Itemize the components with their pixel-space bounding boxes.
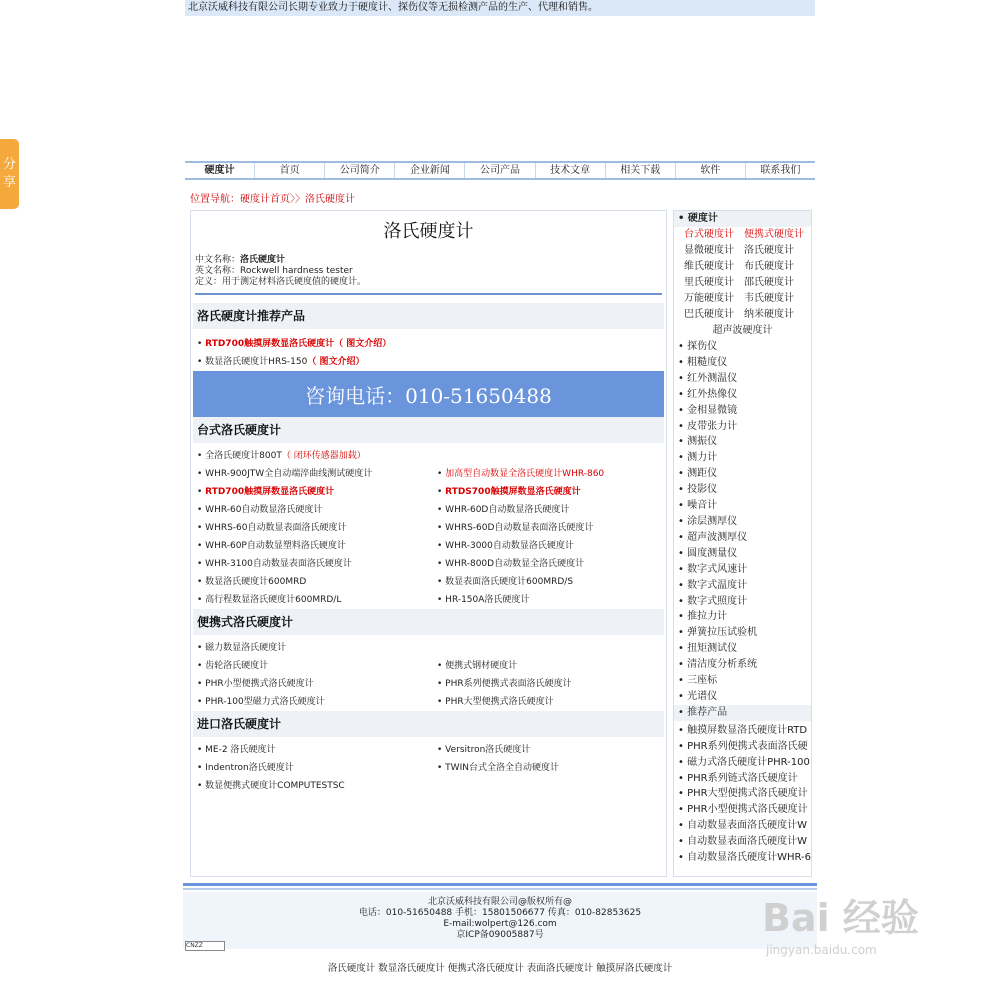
sidebar-category-item[interactable]: • 数字式风速计 — [678, 563, 748, 575]
desk-item-name[interactable]: RTDS700触摸屏数显洛氏硬度计 — [445, 487, 581, 497]
sidebar-category-item[interactable]: • 测振仪 — [678, 436, 718, 448]
sidebar-hardness-item[interactable]: 纳米硬度计 — [744, 309, 794, 320]
share-label-2: 享 — [2, 175, 16, 190]
sidebar-head-recommend: • 推荐产品 — [674, 705, 811, 721]
sidebar-recommend-item[interactable]: • 磁力式洛氏硬度计PHR-100 — [678, 756, 810, 768]
nav-item-0[interactable]: 硬度计 — [185, 163, 255, 178]
imported-cell[interactable]: • Indentron洛氏硬度计 — [197, 763, 294, 773]
sidebar-category-label[interactable]: 数字式风速计 — [687, 563, 748, 575]
sidebar-category-label[interactable]: 数字式温度计 — [687, 579, 748, 591]
desk-item-name[interactable]: WHR-3100自动数显表面洛氏硬度计 — [205, 559, 352, 569]
nav-item-3[interactable]: 企业新闻 — [395, 163, 465, 178]
sidebar-hardness-item[interactable]: 万能硬度计 — [684, 293, 734, 304]
nav-item-2[interactable]: 公司简介 — [325, 163, 395, 178]
sidebar-category-label[interactable]: 推拉力计 — [687, 611, 728, 623]
cn-name-label: 中文名称： — [195, 255, 241, 265]
sidebar-category-item[interactable]: • 测距仪 — [678, 468, 718, 480]
footer-icp[interactable]: 京ICP备09005887号 — [456, 930, 544, 940]
portable-cell[interactable]: • PHR系列便携式表面洛氏硬度计 — [437, 679, 572, 689]
page-title: 洛氏硬度计 — [383, 221, 474, 242]
en-name: 英文名称：Rockwell hardness tester — [195, 266, 353, 276]
imported-grid — [191, 741, 666, 777]
sidebar-category-item[interactable]: • 金相显微镜 — [678, 404, 738, 416]
recommend-item[interactable]: • RTD700触摸屏数显洛氏硬度计（ 图文介绍） — [197, 339, 392, 349]
sidebar-head-recommend-label: 推荐产品 — [687, 706, 728, 718]
imported-item-name[interactable]: Versitron洛氏硬度计 — [445, 745, 531, 755]
portable-item-name[interactable]: PHR-100型磁力式洛氏硬度计 — [205, 697, 325, 707]
sidebar-recommend-label[interactable]: 自动数显表面洛氏硬度计W — [687, 820, 807, 832]
recommend-item-name[interactable]: 数显洛氏硬度计HRS-150 — [205, 357, 308, 367]
footer-email[interactable]: E-mail:wolpert@126.com — [443, 919, 557, 929]
sidebar-category-label[interactable]: 皮带张力计 — [687, 420, 738, 432]
recommend-item-name[interactable]: RTD700触摸屏数显洛氏硬度计 — [205, 339, 335, 349]
desk-grid — [191, 465, 666, 609]
sidebar-recommend-label[interactable]: PHR小型便携式洛氏硬度计 — [687, 804, 808, 816]
sidebar-hardness-grid — [674, 227, 811, 323]
sidebar-head-hardness: • 硬度计 — [674, 211, 811, 227]
sidebar-recommend-item[interactable]: • 自动数显表面洛氏硬度计W — [678, 820, 807, 832]
sidebar-hardness-item[interactable]: 维氏硬度计 — [684, 261, 734, 272]
desk-cell[interactable]: • WHRS-60自动数显表面洛氏硬度计 — [197, 523, 347, 533]
baidu-watermark — [752, 869, 992, 969]
portable-item-name[interactable]: PHR小型便携式洛氏硬度计 — [205, 679, 314, 689]
sidebar-hardness-item[interactable]: 里氏硬度计 — [684, 277, 734, 288]
desk-cell[interactable]: • WHR-3100自动数显表面洛氏硬度计 — [197, 559, 352, 569]
desk-cell[interactable]: • 加高型自动数显全洛氏硬度计WHR-860 — [437, 469, 605, 479]
sidebar-category-item[interactable]: • 测力计 — [678, 452, 718, 464]
sidebar-category-label[interactable]: 金相显微镜 — [687, 404, 738, 416]
sidebar-hardness-item[interactable]: 邵氏硬度计 — [744, 277, 794, 288]
desk-item-name[interactable]: RTD700触摸屏数显洛氏硬度计 — [205, 487, 335, 497]
desk-first-name[interactable]: 全洛氏硬度计800T — [205, 451, 282, 461]
definition: 定义：用于测定材料洛氏硬度值的硬度计。 — [195, 277, 367, 287]
portable-cell[interactable]: • PHR大型便携式洛氏硬度计 — [437, 697, 554, 707]
portable-head: 便携式洛氏硬度计 — [193, 609, 664, 635]
imported-item-name[interactable]: ME-2 洛氏硬度计 — [205, 745, 276, 755]
sidebar-category-label[interactable]: 扭矩测试仪 — [687, 643, 738, 655]
desk-item-name[interactable]: WHR-900JTW全自动端淬曲线测试硬度计 — [205, 469, 373, 479]
sidebar-category-item[interactable]: • 探伤仪 — [678, 341, 718, 352]
desk-cell[interactable]: • RTD700触摸屏数显洛氏硬度计 — [197, 487, 335, 497]
sidebar-hardness-item[interactable]: 洛氏硬度计 — [744, 245, 794, 256]
sidebar-category-item[interactable]: • 弹簧拉压试验机 — [678, 627, 758, 639]
desk-first-note: （ 闭环传感器加载） — [281, 451, 366, 461]
desk-cell[interactable]: • WHRS-60D自动数显表面洛氏硬度计 — [437, 523, 594, 533]
desk-cell[interactable]: • WHR-800D自动数显全洛氏硬度计 — [437, 559, 585, 569]
main-content — [190, 210, 667, 877]
sidebar-category-item[interactable]: • 光谱仪 — [678, 690, 718, 702]
footer-copyright: 北京沃威科技有限公司@版权所有@ — [427, 897, 572, 907]
sidebar-category-item[interactable]: • 数字式照度计 — [678, 595, 748, 607]
desk-item[interactable]: • 全洛氏硬度计800T（ 闭环传感器加载） — [197, 451, 366, 461]
sidebar-recommend-item[interactable]: • 自动数显表面洛氏硬度计W — [678, 836, 807, 848]
definition-block — [191, 255, 666, 288]
desk-item-name[interactable]: WHR-3000自动数显洛氏硬度计 — [445, 541, 574, 551]
sidebar-hardness-item[interactable]: 台式硬度计 — [684, 229, 734, 240]
portable-item-name[interactable]: PHR系列便携式表面洛氏硬度计 — [445, 679, 572, 689]
sidebar-recommend-label[interactable]: 磁力式洛氏硬度计PHR-100 — [687, 756, 810, 768]
sidebar-recommend-item[interactable]: • PHR大型便携式洛氏硬度计 — [678, 788, 808, 800]
sidebar-category-label[interactable]: 红外热像仪 — [687, 388, 738, 400]
sidebar-category-label[interactable]: 圆度测量仪 — [687, 547, 738, 559]
breadcrumb[interactable]: 位置导航：硬度计首页〉〉洛氏硬度计 — [190, 194, 355, 205]
sidebar-hardness-item[interactable]: 巴氏硬度计 — [684, 309, 734, 320]
portable-item-name[interactable]: 齿轮洛氏硬度计 — [205, 661, 269, 671]
nav-item-8[interactable]: 联系我们 — [760, 165, 801, 176]
desk-item-name[interactable]: WHRS-60D自动数显表面洛氏硬度计 — [445, 523, 594, 533]
nav-item-4[interactable]: 公司产品 — [465, 163, 535, 178]
desk-cell[interactable]: • WHR-3000自动数显洛氏硬度计 — [437, 541, 574, 551]
share-tab[interactable] — [0, 139, 19, 209]
cnzz-badge[interactable]: CNZZ — [185, 941, 225, 951]
portable-cell[interactable]: • 齿轮洛氏硬度计 — [197, 661, 269, 671]
imported-cell[interactable]: • ME-2 洛氏硬度计 — [197, 745, 276, 755]
sidebar-category-item[interactable]: • 粗糙度仪 — [678, 356, 728, 368]
sidebar-hardness-item[interactable]: 便携式硬度计 — [744, 229, 804, 240]
nav-item-1[interactable]: 首页 — [255, 163, 325, 178]
sidebar-category-label[interactable]: 涂层测厚仪 — [687, 515, 738, 527]
imported-item-name[interactable]: Indentron洛氏硬度计 — [205, 763, 294, 773]
desk-cell[interactable]: • WHR-60自动数显洛氏硬度计 — [197, 505, 323, 515]
recommend-item[interactable]: • 数显洛氏硬度计HRS-150（ 图文介绍） — [197, 357, 365, 367]
main-nav — [185, 161, 815, 180]
sidebar-category-label[interactable]: 粗糙度仪 — [687, 356, 728, 368]
sidebar-recommend-item[interactable]: • 自动数显洛氏硬度计WHR-6 — [678, 852, 811, 864]
portable-item-name[interactable]: PHR大型便携式洛氏硬度计 — [445, 697, 554, 707]
recommend-head: 洛氏硬度计推荐产品 — [193, 303, 664, 329]
portable-item-name[interactable]: 便携式钢材硬度计 — [445, 661, 518, 671]
desk-head: 台式洛氏硬度计 — [193, 417, 664, 443]
sidebar-category-label[interactable]: 清洁度分析系统 — [687, 659, 758, 671]
sidebar-category-label[interactable]: 红外测温仪 — [687, 372, 738, 384]
sidebar-category-item[interactable]: • 推拉力计 — [678, 611, 728, 623]
portable-cell[interactable]: • PHR-100型磁力式洛氏硬度计 — [197, 697, 325, 707]
sidebar-category-item[interactable]: • 超声波测厚仪 — [678, 531, 748, 543]
desk-cell[interactable]: • HR-150A洛氏硬度计 — [437, 595, 530, 605]
sidebar-category-label[interactable]: 超声波测厚仪 — [687, 531, 748, 543]
recommend-item-link[interactable]: （ 图文介绍） — [334, 339, 392, 349]
desk-cell[interactable]: • 数显洛氏硬度计600MRD — [197, 577, 307, 587]
desk-item-name[interactable]: WHR-60P自动数显塑料洛氏硬度计 — [205, 541, 346, 551]
footer — [183, 892, 817, 949]
portable-cell[interactable]: • PHR小型便携式洛氏硬度计 — [197, 679, 314, 689]
sidebar-category-label[interactable]: 测振仪 — [687, 436, 718, 448]
desk-cell[interactable]: • RTDS700触摸屏数显洛氏硬度计 — [437, 487, 581, 497]
nav-item-5[interactable]: 技术文章 — [536, 163, 606, 178]
sidebar-category-item[interactable]: • 噪音计 — [678, 500, 718, 512]
sidebar-category-label[interactable]: 测距仪 — [687, 468, 718, 480]
sidebar-hardness-item[interactable]: 显微硬度计 — [684, 245, 734, 256]
sidebar-category-label[interactable]: 测力计 — [687, 452, 718, 464]
consult-phone-banner: 咨询电话：010-51650488 — [193, 371, 664, 417]
imported-last[interactable]: 数显便携式硬度计COMPUTESTSC — [205, 781, 345, 791]
sidebar — [673, 210, 812, 877]
portable-item[interactable]: • 磁力数显洛氏硬度计 — [197, 643, 287, 653]
desk-item-name[interactable]: HR-150A洛氏硬度计 — [445, 595, 530, 605]
sidebar-category-label[interactable]: 数字式照度计 — [687, 595, 748, 607]
sidebar-head-hardness-label: 硬度计 — [687, 213, 718, 224]
cn-name: 洛氏硬度计 — [240, 255, 286, 265]
sidebar-category-item[interactable]: • 三座标 — [678, 675, 718, 687]
sidebar-recommend-item[interactable]: • PHR系列链式洛氏硬度计 — [678, 772, 798, 784]
sidebar-recommend-label[interactable]: PHR系列链式洛氏硬度计 — [687, 772, 798, 784]
bottom-keyword-links[interactable]: 洛氏硬度计 数显洛氏硬度计 便携式洛氏硬度计 表面洛氏硬度计 触摸屏洛氏硬度计 — [327, 963, 673, 974]
page-wrapper — [185, 0, 815, 864]
portable-cell[interactable]: • 便携式钢材硬度计 — [437, 661, 518, 671]
sidebar-hardness-item[interactable]: 布氏硬度计 — [744, 261, 794, 272]
nav-item-6[interactable]: 相关下载 — [606, 163, 676, 178]
sidebar-category-item[interactable]: • 红外热像仪 — [678, 388, 738, 400]
recommend-item-link[interactable]: （ 图文介绍） — [307, 357, 365, 367]
sidebar-category-label[interactable]: 投影仪 — [687, 484, 718, 496]
desk-item-name[interactable]: WHR-800D自动数显全洛氏硬度计 — [445, 559, 585, 569]
sidebar-category-label[interactable]: 弹簧拉压试验机 — [687, 627, 758, 639]
desk-item-name[interactable]: 数显表面洛氏硬度计600MRD/S — [445, 577, 574, 587]
sidebar-category-label[interactable]: 探伤仪 — [687, 341, 718, 352]
desk-item-name[interactable]: WHRS-60自动数显表面洛氏硬度计 — [205, 523, 347, 533]
desk-cell[interactable]: • 数显表面洛氏硬度计600MRD/S — [437, 577, 574, 587]
share-label-1: 分 — [2, 157, 16, 172]
sidebar-category-item[interactable]: • 红外测温仪 — [678, 372, 738, 384]
sidebar-category-item[interactable]: • 涂层测厚仪 — [678, 515, 738, 527]
desk-cell[interactable]: • WHR-60P自动数显塑料洛氏硬度计 — [197, 541, 346, 551]
sidebar-category-item[interactable]: • 清洁度分析系统 — [678, 659, 758, 671]
imported-cell[interactable]: • Versitron洛氏硬度计 — [437, 745, 531, 755]
sidebar-recommend-label[interactable]: PHR系列便携式表面洛氏硬 — [687, 740, 808, 752]
nav-item-7[interactable]: 软件 — [676, 163, 746, 178]
footer-bar-secondary — [183, 888, 817, 890]
sidebar-hardness-item[interactable]: 韦氏硬度计 — [744, 293, 794, 304]
desk-cell[interactable]: • WHR-900JTW全自动端淬曲线测试硬度计 — [197, 469, 373, 479]
sidebar-recommend-list — [674, 723, 811, 866]
imported-head: 进口洛氏硬度计 — [193, 711, 664, 737]
top-slogan: 北京沃威科技有限公司长期专业致力于硬度计、探伤仪等无损检测产品的生产、代理和销售。 — [185, 0, 815, 16]
footer-contact: 电话：010-51650488 手机：15801506677 传真：010-82853625 — [358, 908, 642, 918]
banner — [185, 16, 815, 161]
desk-item-name[interactable]: 高行程数显洛氏硬度计600MRD/L — [205, 595, 342, 605]
sidebar-category-label[interactable]: 噪音计 — [687, 500, 718, 512]
sidebar-recommend-item[interactable]: • PHR小型便携式洛氏硬度计 — [678, 804, 808, 816]
portable-grid — [191, 657, 666, 711]
desk-item-name[interactable]: WHR-60自动数显洛氏硬度计 — [205, 505, 323, 515]
sidebar-category-item[interactable]: • 扭矩测试仪 — [678, 643, 738, 655]
desk-cell[interactable]: • 高行程数显洛氏硬度计600MRD/L — [197, 595, 342, 605]
sidebar-categories — [674, 339, 811, 705]
sidebar-recommend-label[interactable]: 自动数显表面洛氏硬度计W — [687, 836, 807, 848]
portable-first[interactable]: 磁力数显洛氏硬度计 — [205, 643, 287, 653]
footer-bar — [183, 883, 817, 886]
sidebar-recommend-label[interactable]: PHR大型便携式洛氏硬度计 — [687, 788, 808, 800]
desk-item-name[interactable]: 加高型自动数显全洛氏硬度计WHR-860 — [445, 469, 605, 479]
sidebar-category-label[interactable]: 三座标 — [687, 675, 718, 687]
desk-cell[interactable]: • WHR-60D自动数显洛氏硬度计 — [437, 505, 570, 515]
sidebar-item-ultrasonic[interactable]: 超声波硬度计 — [712, 325, 773, 336]
sidebar-recommend-label[interactable]: 触摸屏数显洛氏硬度计RTD — [687, 724, 808, 736]
imported-cell[interactable]: • TWIN台式全洛全自动硬度计 — [437, 763, 559, 773]
watermark-logo-text: Bai 经验 — [762, 896, 919, 940]
sidebar-category-label[interactable]: 光谱仪 — [687, 690, 718, 702]
sidebar-category-item[interactable]: • 皮带张力计 — [678, 420, 738, 432]
imported-item-name[interactable]: TWIN台式全洛全自动硬度计 — [445, 763, 559, 773]
desk-item-name[interactable]: WHR-60D自动数显洛氏硬度计 — [445, 505, 570, 515]
sidebar-category-item[interactable]: • 圆度测量仪 — [678, 547, 738, 559]
imported-item[interactable]: • 数显便携式硬度计COMPUTESTSC — [197, 781, 345, 791]
watermark-url: jingyan.baidu.com — [766, 943, 877, 957]
desk-item-name[interactable]: 数显洛氏硬度计600MRD — [205, 577, 307, 587]
sidebar-recommend-item[interactable]: • 触摸屏数显洛氏硬度计RTD — [678, 724, 808, 736]
sidebar-category-item[interactable]: • 数字式温度计 — [678, 579, 748, 591]
sidebar-recommend-item[interactable]: • PHR系列便携式表面洛氏硬 — [678, 740, 808, 752]
sidebar-recommend-label[interactable]: 自动数显洛氏硬度计WHR-6 — [687, 852, 811, 864]
sidebar-category-item[interactable]: • 投影仪 — [678, 484, 718, 496]
